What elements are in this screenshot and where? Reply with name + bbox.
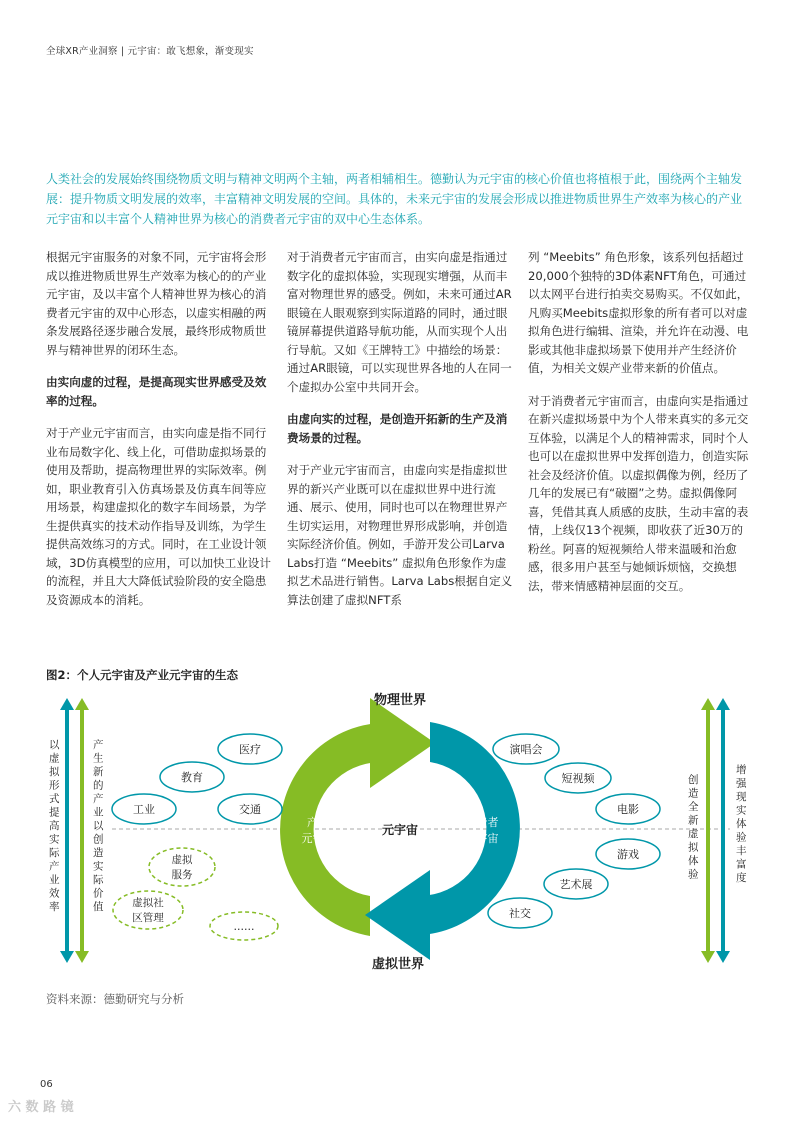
svg-text:……: …… xyxy=(233,921,255,933)
arrow-up-icon xyxy=(75,698,89,710)
paragraph: 列 “Meebits” 角色形象，该系列包括超过20,000个独特的3D体素NFT角色，可通过以太网平台进行拍卖交易购买。不仅如此，凡购买Meebits虚拟形象的所有者可以对虚拟角色进行编辑、渲染，并允许在动漫、电影或其他非虚拟场景下使用并产生经济价值，为相关文娱产业带来新的价值点。 xyxy=(528,250,749,375)
svg-text:交通: 交通 xyxy=(239,803,261,816)
item-bubble xyxy=(112,794,176,824)
paragraph: 对于产业元宇宙而言，由实向虚是指不同行业布局数字化、线上化，可借助虚拟场景的使用及帮助，提高物理世界的实际效率。例如，职业教育引入仿真场景及仿真车间等应用场景，构建虚拟化的数字车间场景，为学生提供真实的技术动作指导及训练，为学生提供高效练习的方式。同时，在工业设计领域，3D仿真模型的应用，可以加快工业设计的流程，并且大大降低试验阶段的安全隐患及资源成本的消耗。 xyxy=(46,426,271,607)
svg-text:演唱会: 演唱会 xyxy=(509,743,543,756)
vertical-label: 创造全新虚拟体验 xyxy=(688,774,699,881)
item-bubble xyxy=(596,839,660,869)
svg-text:区管理: 区管理 xyxy=(132,912,164,924)
paragraph: 对于消费者元宇宙而言，由虚向实是指通过在新兴虚拟场景中为个人带来真实的多元交互体验，以满足个人的精神需求，同时个人也可以在虚拟世界中发挥创造力，创造实际社会及经济价值。以虚拟偶像为例，经历了几年的发展已有“破圈”之势。虚拟偶像阿喜，凭借其真人质感的皮肤，生动丰富的表情，上线仅13个视频，即收获了近30万的粉丝。阿喜的短视频给人带来温暖和治愈感，很多用户甚至与她倾诉烦恼，交换想法，带来情感精神层面的交互。 xyxy=(528,393,749,593)
item-bubble xyxy=(218,794,282,824)
intro-paragraph: 人类社会的发展始终围绕物质文明与精神文明两个主轴，两者相辅相生。德勤认为元宇宙的核心价值也将植根于此，围绕两个主轴发展：提升物质文明发展的效率，丰富精神文明发展的空间。具体的，未来元宇宙的发展会形成以推进物质世界生产效率为核心的产业元宇宙和以丰富个人精神世界为核心的消费者元宇宙的双中心生态体系。 xyxy=(46,172,743,226)
paragraph: 根据元宇宙服务的对象不同，元宇宙将会形成以推进物质世界生产效率为核心的的产业元宇宙，及以丰富个人精神世界为核心的消费者元宇宙的双中心形态，以虚实相融的两条发展路径逐步融合发展，最终形成物质世界与精神世界的闭环生态。 xyxy=(46,250,267,357)
arrow-up-icon xyxy=(701,698,715,710)
ecosystem-diagram xyxy=(40,688,760,978)
svg-text:教育: 教育 xyxy=(181,771,203,784)
svg-text:短视频: 短视频 xyxy=(561,772,595,785)
svg-text:虚拟社: 虚拟社 xyxy=(132,897,164,909)
text-column-2 xyxy=(287,248,513,623)
consumer-label: 元宇宙 xyxy=(465,832,499,845)
page-number: 06 xyxy=(40,1079,53,1090)
figure-source: 资料来源：德勤研究与分析 xyxy=(46,992,184,1006)
svg-text:虚拟: 虚拟 xyxy=(171,854,193,866)
item-bubble xyxy=(545,763,611,793)
text-column-1 xyxy=(46,248,272,623)
svg-text:医疗: 医疗 xyxy=(239,743,261,756)
text-column-3 xyxy=(528,248,754,609)
running-header: 全球XR产业洞察 | 元宇宙：敢飞想象，渐变现实 xyxy=(46,46,254,57)
svg-text:艺术展: 艺术展 xyxy=(559,878,593,891)
item-bubble xyxy=(160,762,224,792)
vertical-label: 以虚拟形式提高实际产业效率 xyxy=(49,739,60,913)
top-label: 物理世界 xyxy=(373,693,427,708)
subheading: 由实向虚的过程，是提高现实世界感受及效率的过程。 xyxy=(46,375,267,408)
arrow-down-icon xyxy=(75,951,89,963)
item-bubble xyxy=(488,898,552,928)
industry-label: 元宇宙 xyxy=(301,832,335,845)
arrow-up-icon xyxy=(716,698,730,710)
item-bubble xyxy=(544,869,608,899)
svg-text:社交: 社交 xyxy=(509,907,531,920)
svg-text:工业: 工业 xyxy=(133,803,155,816)
vertical-label: 增强现实体验丰富度 xyxy=(736,764,747,884)
subheading: 由虚向实的过程，是创造开拓新的生产及消费场景的过程。 xyxy=(287,412,508,445)
svg-text:电影: 电影 xyxy=(617,803,639,816)
item-bubble xyxy=(596,794,660,824)
arrow-left-icon xyxy=(365,870,430,960)
watermark-logo: 六 数 路 镜 xyxy=(8,1100,74,1115)
dashed-bubble xyxy=(210,912,278,940)
item-bubble xyxy=(218,734,282,764)
dashed-bubble xyxy=(113,891,183,929)
arrow-down-icon xyxy=(60,951,74,963)
svg-text:服务: 服务 xyxy=(171,869,193,881)
bottom-label: 虚拟世界 xyxy=(371,957,425,972)
paragraph: 对于产业元宇宙而言，由虚向实是指虚拟世界的新兴产业既可以在虚拟世界中进行流通、展示、使用，同时也可以在物理世界产生切实运用，对物理世界形成影响，并创造实际经济价值。例如，手游开发公司Larva Labs打造 “Meebits” 虚拟角色形象作为虚拟艺术品进行销售。Larva Labs根据自定义算法创建了虚拟NFT系 xyxy=(287,463,513,607)
item-bubble xyxy=(493,734,559,764)
arrow-down-icon xyxy=(701,951,715,963)
svg-text:游戏: 游戏 xyxy=(617,848,639,861)
vertical-label: 产生新的产业以创造实际价值 xyxy=(93,739,104,913)
arrow-up-icon xyxy=(60,698,74,710)
arrow-down-icon xyxy=(716,951,730,963)
dashed-bubble xyxy=(149,848,215,886)
arrow-right-icon xyxy=(370,698,435,788)
figure-title: 图2：个人元宇宙及产业元宇宙的生态 xyxy=(46,668,238,682)
consumer-label: 消费者 xyxy=(465,816,499,829)
industry-label: 产业 xyxy=(307,816,329,829)
paragraph: 对于消费者元宇宙而言，由实向虚是指通过数字化的虚拟体验，实现现实增强，从而丰富对物理世界的感受。例如，未来可通过AR眼镜在人眼观察到实际道路的同时，通过眼镜屏幕提供道路导航功能，从而实现个人出行导航。又如《王牌特工》中描绘的场景：通过AR眼镜，可以实现世界各地的人在同一个虚拟办公室中共同开会。 xyxy=(287,250,512,394)
center-label: 元宇宙 xyxy=(381,823,419,837)
